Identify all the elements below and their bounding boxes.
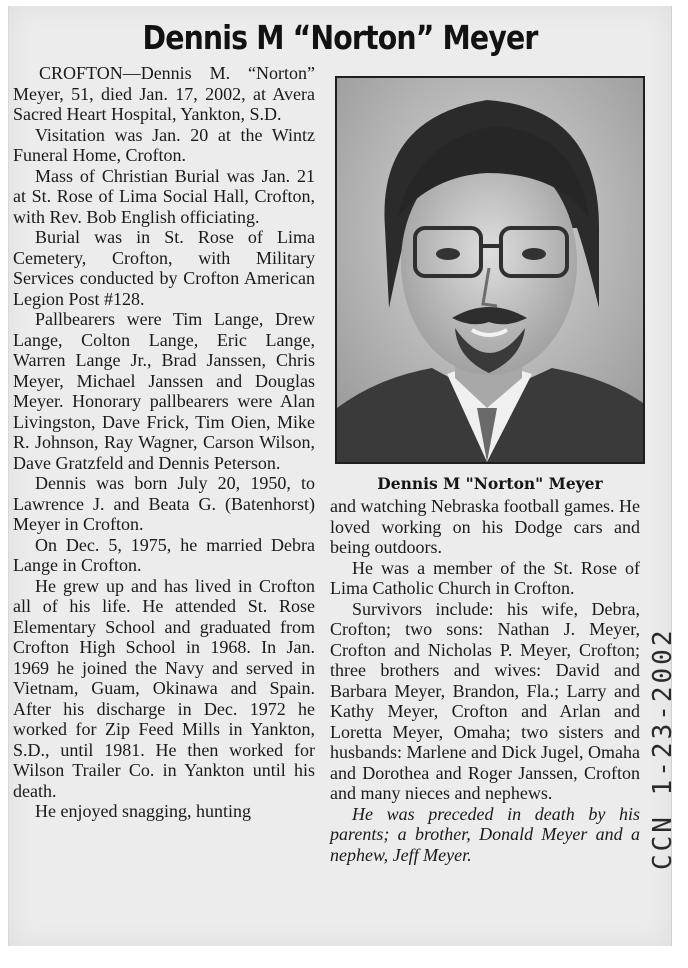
paragraph-hobbies-start: He enjoyed snagging, hunting	[35, 801, 251, 821]
paragraph-mass: Mass of Christian Burial was Jan. 21 at St. Rose of Lima Social Hall, Crofton, with Rev. Bob English officiating.	[13, 165, 315, 227]
left-column	[13, 63, 315, 822]
paragraph-burial: Burial was in St. Rose of Lima Cemetery, Crofton, with Military Services conducted by Crofton American Legion Post #128.	[13, 227, 315, 309]
photo-caption: Dennis M "Norton" Meyer	[377, 474, 603, 493]
paragraph-marriage: On Dec. 5, 1975, he married Debra Lange in Crofton.	[13, 534, 315, 575]
portrait-illustration	[337, 78, 643, 462]
paragraph-church: He was a member of the St. Rose of Lima Catholic Church in Crofton.	[330, 557, 640, 598]
paragraph-hobbies-end: and watching Nebraska football games. He loved working on his Dodge cars and being outdoors.	[330, 496, 640, 557]
paragraph-death-notice: CROFTON—Dennis M. “Norton” Meyer, 51, died Jan. 17, 2002, at Avera Sacred Heart Hospital, Yankton, S.D.	[13, 63, 315, 124]
paragraph-preceded: He was preceded in death by his parents; a brother, Donald Meyer and a nephew, Jeff Meyer.	[330, 803, 640, 865]
portrait-photo	[335, 76, 645, 464]
paragraph-birth: Dennis was born July 20, 1950, to Lawrence J. and Beata G. (Batenhorst) Meyer in Crofton.	[13, 473, 315, 534]
paragraph-survivors: Survivors include: his wife, Debra, Crofton; two sons: Nathan J. Meyer, Crofton and Nicholas P. Meyer, Crofton; three brothers and wives: David and Barbara Meyer, Brandon, Fla.; Larry and Kathy Meyer, Crofton and Arlan and Loretta Meyer, Omaha; two sisters and husbands: Marlene and Dick Jugel, Omaha and Dorothea and Roger Janssen, Crofton and many nieces and nephews.	[330, 598, 640, 803]
handwritten-date-note: CCN 1-23-2002	[648, 627, 678, 870]
right-column	[330, 496, 640, 865]
paragraph-life: He grew up and has lived in Crofton all of his life. He attended St. Rose Elementary School and graduated from Crofton High School in 1968. In Jan. 1969 he joined the Navy and served in Vietnam, Guam, Okinawa and Spain. After his discharge in Dec. 1972 he worked for Zip Feed Mills in Yankton, S.D., until 1981. He then worked for Wilson Trailer Co. in Yankton until his death.	[13, 575, 315, 801]
obituary-headline: Dennis M “Norton” Meyer	[142, 18, 538, 57]
paragraph-pallbearers: Pallbearers were Tim Lange, Drew Lange, Colton Lange, Eric Lange, Warren Lange Jr., Brad Janssen, Chris Meyer, Michael Janssen and Douglas Meyer. Honorary pallbearers were Alan Livingston, Dave Frick, Tim Oien, Mike R. Johnson, Ray Wagner, Carson Wilson, Dave Gratzfeld and Dennis Peterson.	[13, 309, 315, 473]
paragraph-visitation: Visitation was Jan. 20 at the Wintz Funeral Home, Crofton.	[13, 124, 315, 165]
